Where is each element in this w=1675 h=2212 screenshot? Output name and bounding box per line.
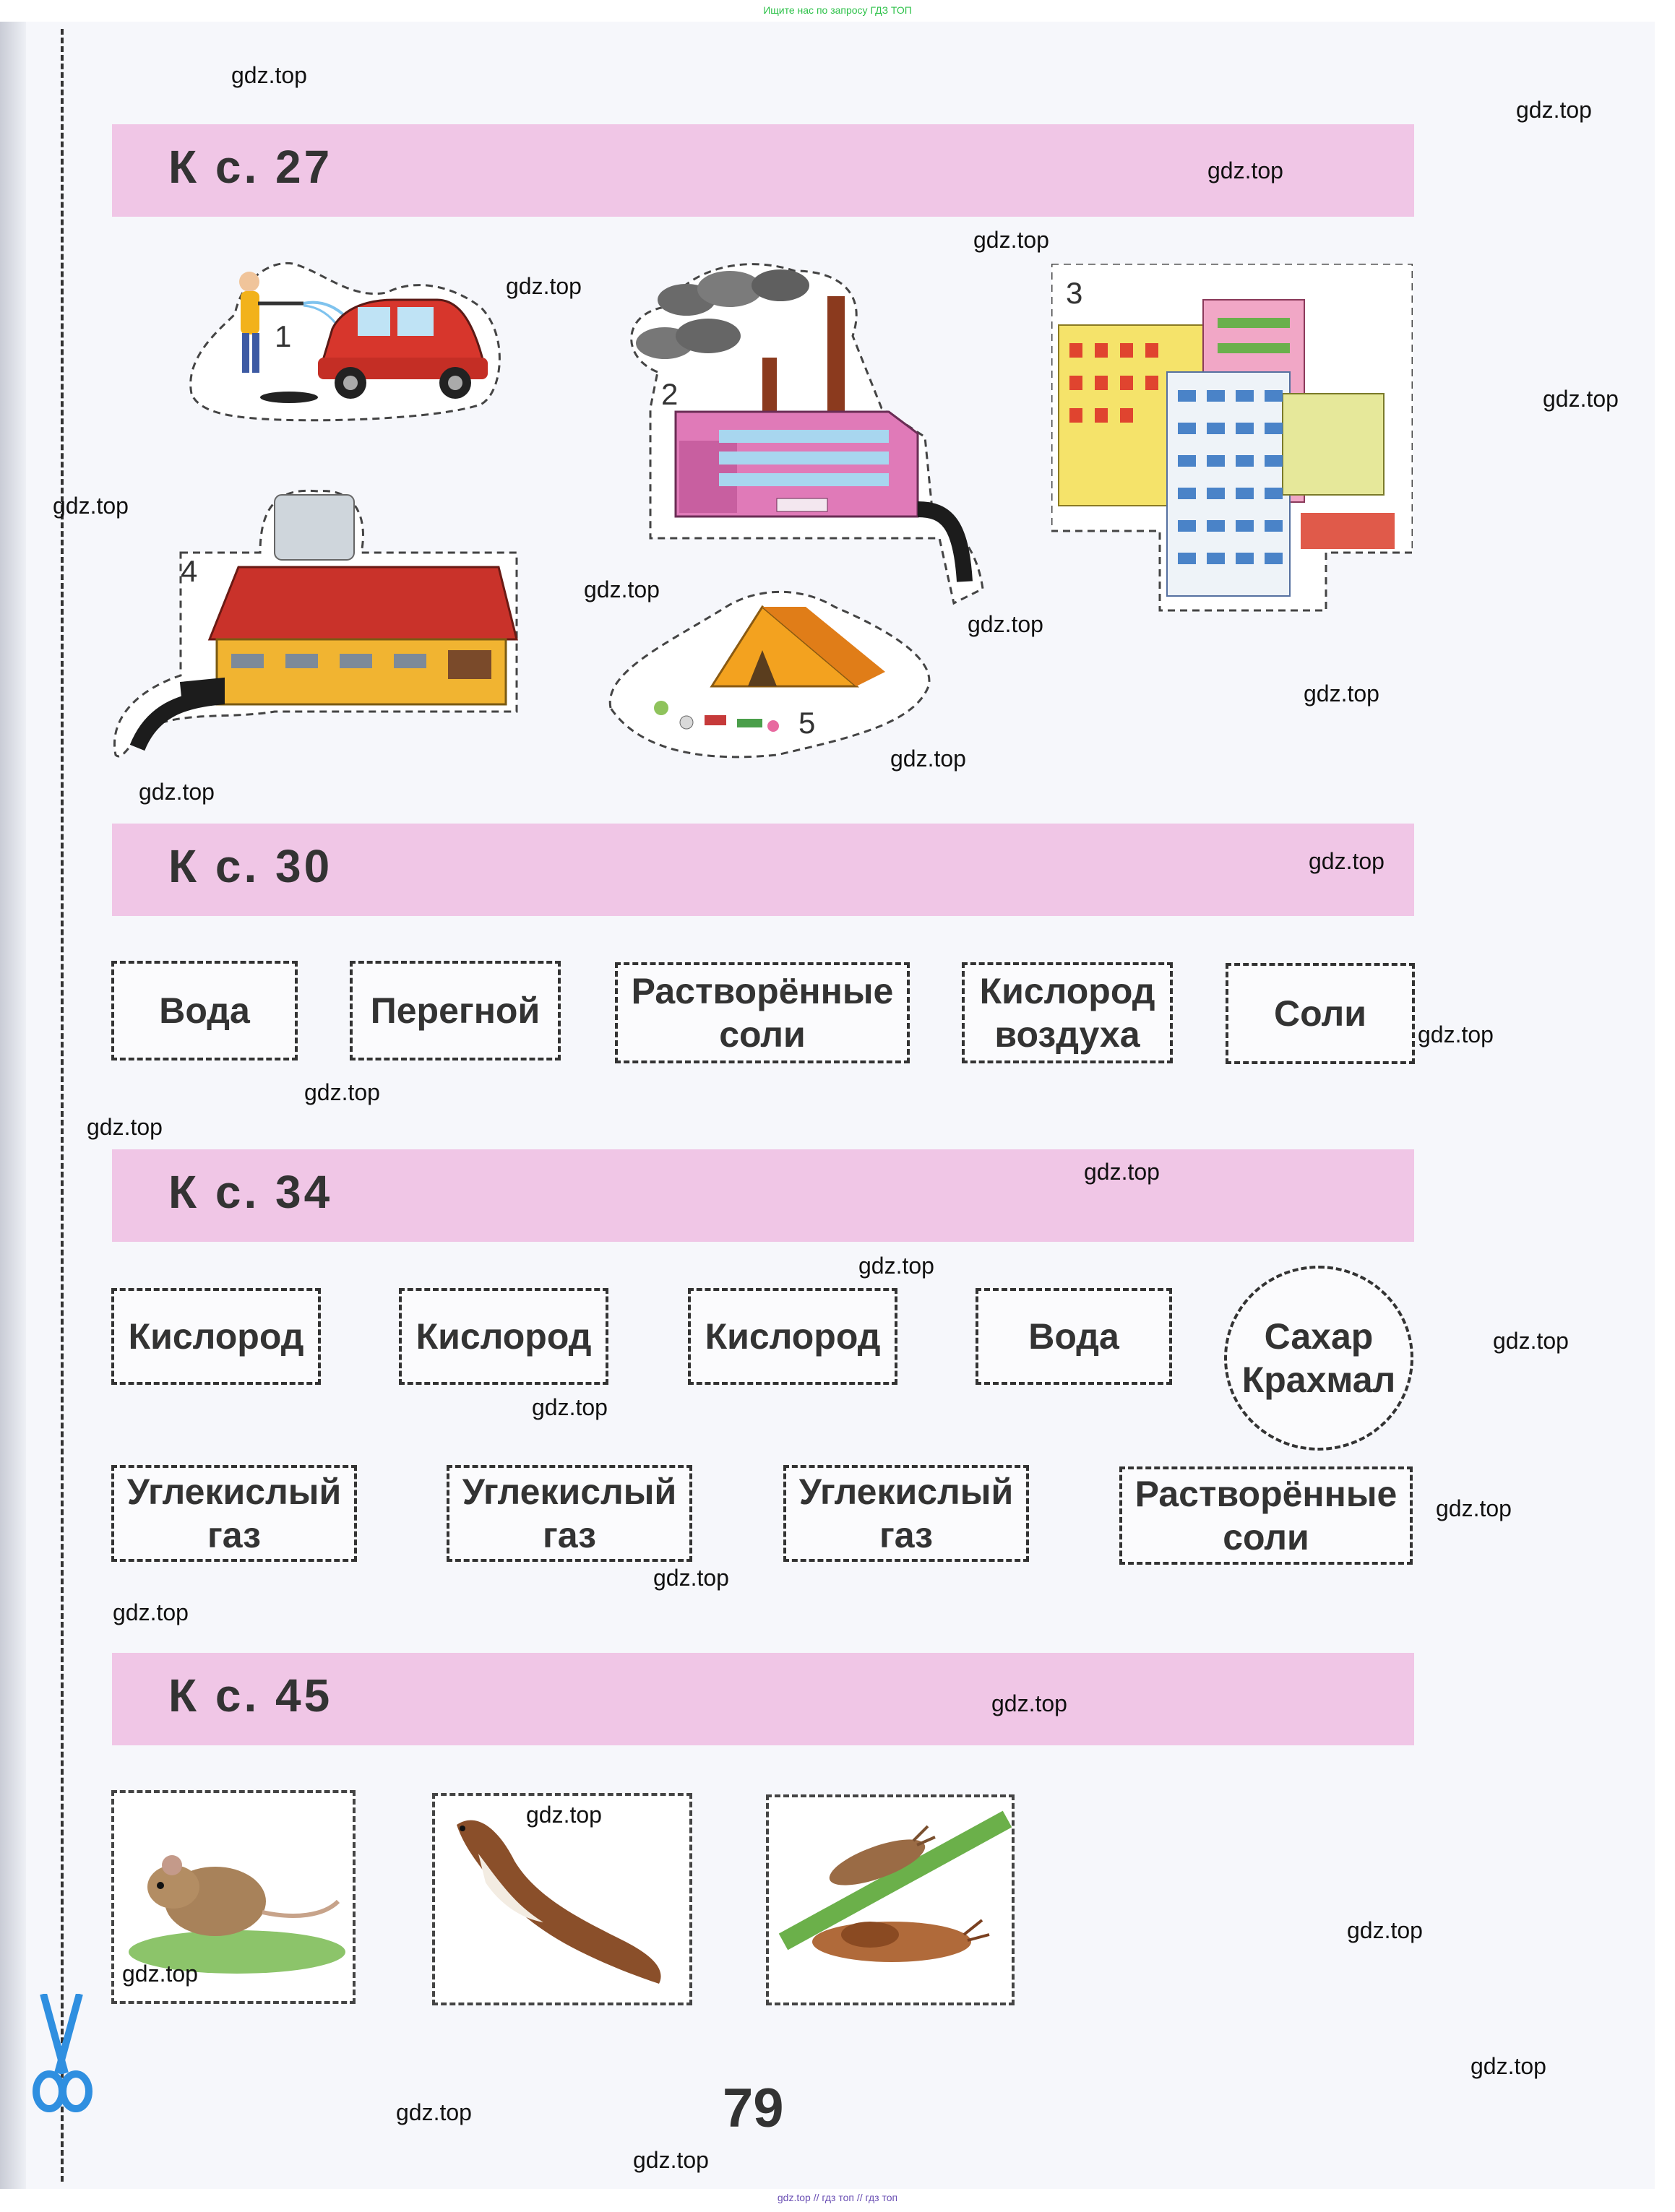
car-washing-icon (177, 249, 509, 423)
watermark: gdz.top (122, 1961, 198, 1987)
cut-card: Кислород (111, 1288, 321, 1385)
section-header-30 (112, 824, 1414, 916)
picture-number-2: 2 (661, 377, 679, 411)
watermark: gdz.top (53, 493, 129, 519)
watermark: gdz.top (1493, 1328, 1569, 1354)
slugs-icon (769, 1797, 1012, 2003)
cut-card: Углекислый газ (447, 1465, 692, 1562)
watermark: gdz.top (113, 1599, 189, 1625)
watermark: gdz.top (973, 227, 1049, 253)
section-title: К с. 34 (168, 1166, 333, 1218)
watermark: gdz.top (231, 62, 307, 88)
watermark: gdz.top (87, 1114, 163, 1140)
watermark: gdz.top (991, 1690, 1067, 1716)
cut-card: Соли (1226, 963, 1415, 1064)
factory-icon (607, 249, 990, 610)
watermark: gdz.top (1309, 848, 1385, 874)
watermark: gdz.top (1347, 1917, 1423, 1943)
section-header-45 (112, 1653, 1414, 1745)
watermark: gdz.top (139, 779, 215, 805)
cut-card: Вода (111, 961, 298, 1060)
picture-number-5: 5 (798, 706, 816, 740)
cut-card: Вода (976, 1288, 1172, 1385)
watermark: gdz.top (1304, 681, 1379, 707)
watermark: gdz.top (633, 2147, 709, 2173)
bottom-notice: gdz.top // гдз топ // гдз топ (777, 2192, 898, 2203)
top-notice: Ищите нас по запросу ГДЗ ТОП (763, 4, 912, 16)
cut-card: Перегной (350, 961, 561, 1060)
watermark: gdz.top (890, 746, 966, 772)
picture-number-1: 1 (275, 319, 292, 353)
page-spine (0, 22, 26, 2189)
watermark: gdz.top (1436, 1495, 1512, 1521)
cut-card: Кислород (688, 1288, 897, 1385)
farm-barn-icon (108, 473, 528, 762)
section-title: К с. 27 (168, 141, 333, 193)
watermark: gdz.top (532, 1394, 608, 1420)
watermark: gdz.top (1084, 1159, 1160, 1185)
cut-card: Кислород (399, 1288, 608, 1385)
watermark: gdz.top (526, 1802, 602, 1828)
city-buildings-icon (1051, 264, 1413, 618)
cut-card: Кислород воздуха (962, 962, 1173, 1063)
watermark: gdz.top (1543, 386, 1619, 412)
watermark: gdz.top (1471, 2053, 1546, 2079)
picture-number-4: 4 (181, 554, 198, 588)
cut-card: Растворённые соли (615, 962, 910, 1063)
slugs-picture-card (766, 1794, 1015, 2005)
page-number: 79 (723, 2078, 784, 2139)
watermark: gdz.top (396, 2099, 472, 2125)
watermark: gdz.top (304, 1079, 380, 1105)
cut-line (61, 29, 64, 2182)
cut-card: Углекислый газ (783, 1465, 1029, 1562)
section-title: К с. 30 (168, 840, 333, 892)
cut-card-round: Сахар Крахмал (1224, 1266, 1413, 1451)
cut-card: Растворённые соли (1119, 1466, 1413, 1565)
picture-number-3: 3 (1066, 276, 1083, 310)
watermark: gdz.top (584, 576, 660, 602)
watermark: gdz.top (653, 1565, 729, 1591)
tent-campsite-icon (596, 578, 936, 766)
watermark: gdz.top (506, 273, 582, 299)
watermark: gdz.top (1418, 1021, 1494, 1047)
watermark: gdz.top (858, 1253, 934, 1279)
watermark: gdz.top (1516, 97, 1592, 123)
watermark: gdz.top (968, 611, 1043, 637)
watermark: gdz.top (1207, 157, 1283, 183)
section-title: К с. 45 (168, 1669, 333, 1721)
scissors-icon (29, 1994, 94, 2117)
cut-card: Углекислый газ (111, 1465, 357, 1562)
section-header-34 (112, 1149, 1414, 1242)
